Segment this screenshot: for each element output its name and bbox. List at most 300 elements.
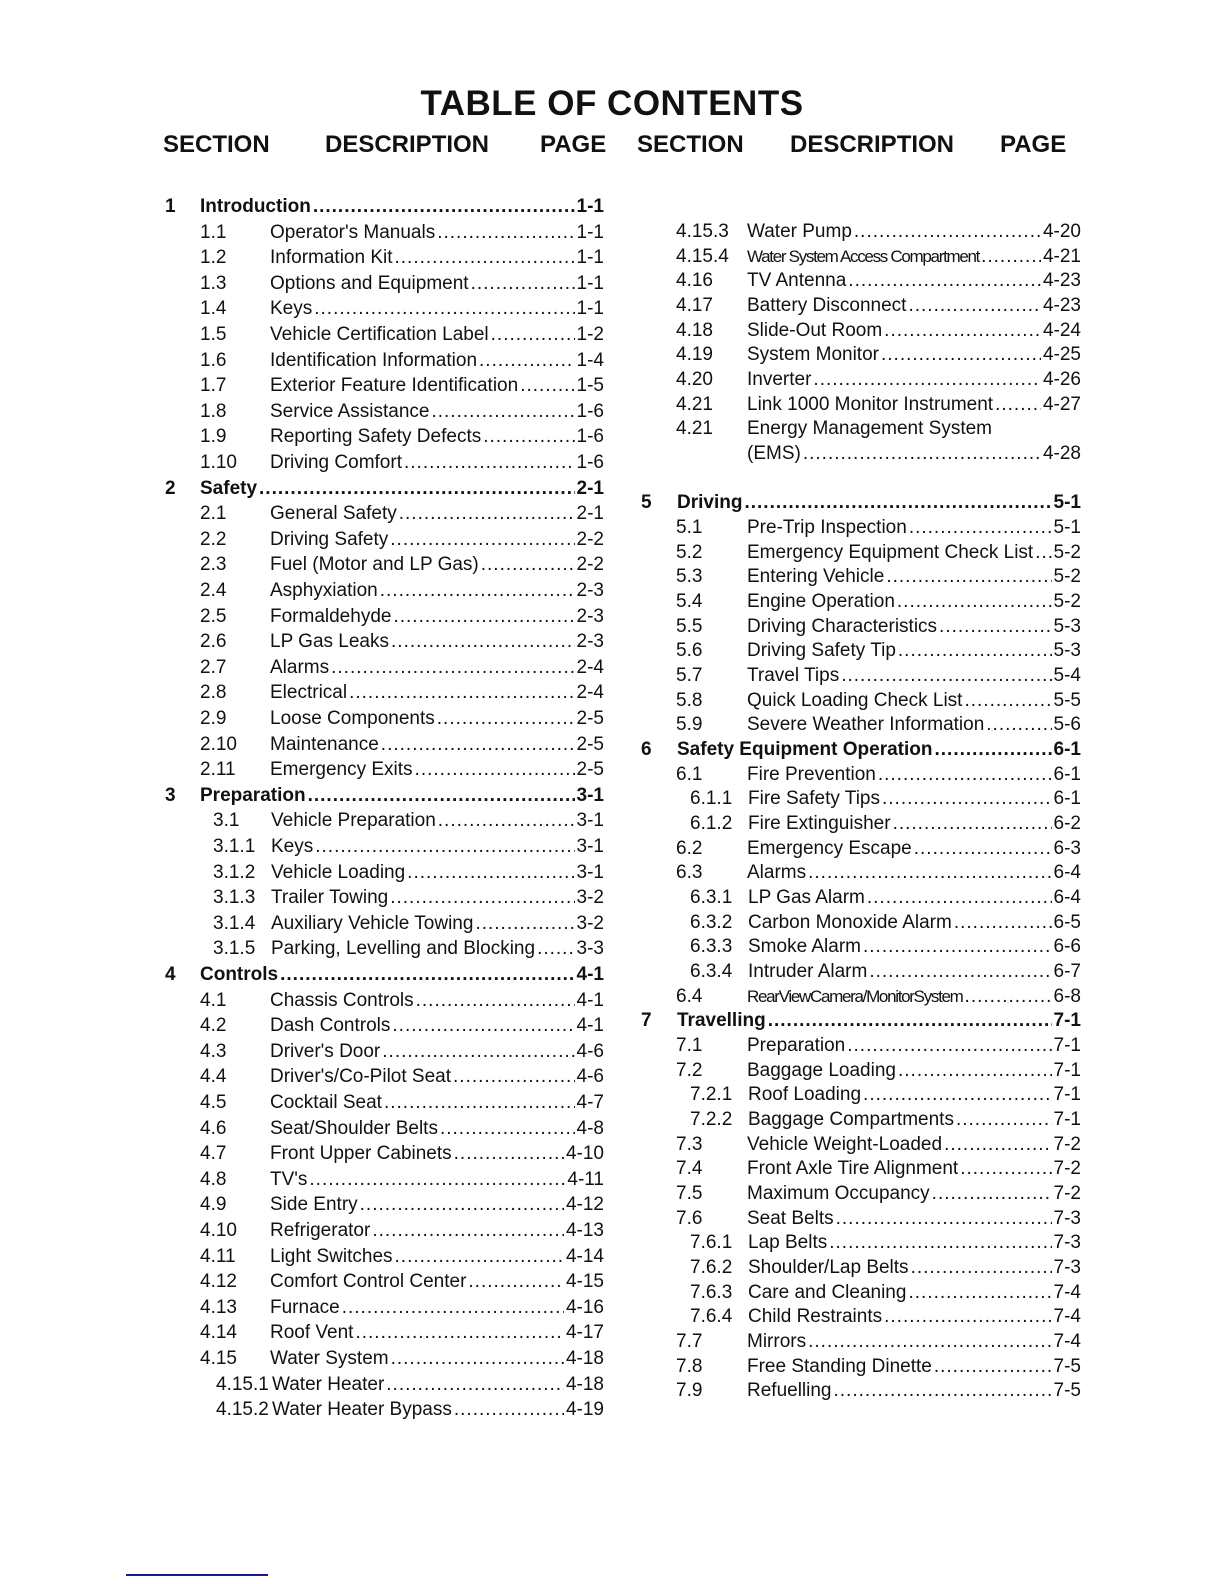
- entry-title: Keys: [271, 836, 314, 857]
- entry-title: Fire Extinguisher: [748, 813, 891, 835]
- page-number: 4-21: [1042, 245, 1081, 267]
- page-number: 6-7: [1053, 961, 1081, 983]
- entry-title: Water Heater Bypass: [272, 1399, 452, 1421]
- section-number: 4.15.1: [216, 1373, 269, 1395]
- toc-entry: [0, 541, 1224, 565]
- entry-title: TV's: [270, 1168, 308, 1190]
- entry-title: Water Pump: [747, 221, 852, 242]
- entry-title: Safety Equipment Operation: [677, 739, 933, 761]
- section-number: 7.2: [676, 1059, 703, 1081]
- page-number: 1-6: [576, 452, 604, 473]
- entry-title: Alarms: [747, 862, 807, 884]
- page-number: 6-1: [1053, 763, 1081, 785]
- entry-title: Driver's/Co-Pilot Seat: [270, 1066, 452, 1088]
- section-number: 7.7: [676, 1331, 703, 1353]
- page-number: 4-17: [565, 1322, 604, 1344]
- section-number: 1.4: [200, 298, 227, 320]
- entry-title: Driver's Door: [270, 1040, 381, 1062]
- page-number: 3-2: [576, 912, 604, 934]
- page-number: 2-5: [576, 708, 604, 729]
- toc-entry: [0, 1355, 1224, 1379]
- dot-leader: [986, 713, 1051, 737]
- page-number: 1-1: [576, 298, 604, 320]
- header-description-right: DESCRIPTION: [790, 131, 955, 158]
- dot-leader: [965, 985, 1052, 1009]
- page-number: 4-19: [565, 1399, 604, 1421]
- page-number: 2-5: [576, 733, 604, 755]
- section-number: 4.19: [676, 344, 713, 366]
- entry-title: Driving Characteristics: [747, 615, 938, 637]
- toc-entry: [0, 1256, 1224, 1280]
- dot-leader: [768, 1009, 1052, 1033]
- section-number: 4.1: [200, 989, 227, 1011]
- page-number: 5-3: [1053, 640, 1081, 662]
- toc-entry: [0, 220, 1224, 244]
- toc-entry: [0, 516, 1224, 540]
- section-number: 7.4: [676, 1158, 703, 1180]
- dot-leader: [909, 516, 1052, 540]
- entry-title: Electrical: [270, 682, 348, 704]
- page-number: 5-1: [1053, 517, 1081, 539]
- page-number: 5-2: [1053, 541, 1081, 563]
- page-number: 7-4: [1053, 1281, 1081, 1303]
- entry-title: Entering Vehicle: [747, 566, 885, 588]
- page-number: 6-5: [1053, 911, 1081, 933]
- entry-title: Auxiliary Vehicle Towing: [271, 912, 474, 934]
- section-number: 6.3.2: [690, 911, 733, 933]
- section-number: 2.9: [200, 708, 227, 729]
- entry-title: Options and Equipment: [270, 272, 469, 294]
- section-number: 3.1.5: [213, 938, 256, 960]
- entry-title: System Monitor: [747, 344, 879, 366]
- section-number: 2.10: [200, 733, 237, 755]
- section-number: 7.2.2: [690, 1109, 733, 1131]
- toc-entry: [0, 565, 1224, 589]
- page-number: 6-1: [1053, 788, 1081, 810]
- page-number: 3-1: [576, 810, 604, 832]
- dot-leader: [954, 911, 1052, 935]
- page-number: 7-3: [1053, 1232, 1081, 1254]
- page-number: 5-6: [1053, 714, 1081, 736]
- section-number: 7.2.1: [690, 1084, 733, 1106]
- entry-title: RearViewCamera/MonitorSystem: [747, 986, 963, 1006]
- entry-title: Driving Safety: [270, 528, 389, 550]
- page-number: 6-8: [1053, 985, 1081, 1007]
- section-number: 4.16: [676, 270, 713, 292]
- page-number: 3-1: [576, 861, 604, 883]
- toc-entry: [0, 1034, 1224, 1058]
- page-number: 4-6: [576, 1066, 604, 1088]
- dot-leader: [847, 1034, 1051, 1058]
- page-number: 3-1: [576, 836, 604, 857]
- toc-entry: [0, 269, 1224, 293]
- entry-title: Refrigerator: [270, 1220, 371, 1241]
- footer-rule: [126, 1574, 268, 1576]
- toc-entry: [0, 393, 1224, 417]
- entry-title: Emergency Equipment Check List: [747, 541, 1034, 563]
- entry-title: Refuelling: [747, 1380, 832, 1402]
- dot-leader: [881, 343, 1041, 367]
- section-number: 1.3: [200, 272, 227, 294]
- page-number: 4-8: [576, 1117, 604, 1139]
- entry-title: Loose Components: [270, 708, 435, 729]
- section-number: 4.2: [200, 1015, 227, 1037]
- section-number: 4.15.2: [216, 1399, 269, 1421]
- section-number: 4.4: [200, 1066, 227, 1088]
- section-number: 6.1.1: [690, 788, 733, 810]
- entry-title: Cocktail Seat: [270, 1092, 382, 1113]
- entry-title: Service Assistance: [270, 400, 430, 422]
- section-number: 1.6: [200, 349, 227, 371]
- entry-title: Water System Access Compartment: [747, 246, 980, 266]
- page-number: 2-1: [576, 477, 604, 499]
- dot-leader: [813, 368, 1041, 392]
- toc-entry: [0, 713, 1224, 737]
- dot-leader: [808, 861, 1051, 885]
- entry-title: Seat/Shoulder Belts: [270, 1117, 438, 1139]
- entry-title: Baggage Loading: [747, 1059, 896, 1081]
- entry-title: Smoke Alarm: [748, 936, 861, 958]
- toc-entry: [0, 787, 1224, 811]
- entry-title: Inverter: [747, 369, 812, 391]
- entry-title: Maximum Occupancy: [747, 1183, 930, 1205]
- dot-leader: [898, 1059, 1052, 1083]
- section-number: 1.9: [200, 426, 227, 448]
- section-number: 6.1.2: [690, 813, 733, 835]
- section-number: 1.8: [200, 400, 227, 422]
- entry-title: Care and Cleaning: [748, 1281, 907, 1303]
- entry-title: Travelling: [677, 1010, 766, 1032]
- dot-leader: [863, 1083, 1051, 1107]
- entry-title: Fire Safety Tips: [748, 788, 880, 810]
- section-number: 4.15.4: [676, 245, 729, 267]
- page-number: 7-3: [1053, 1257, 1081, 1279]
- entry-title: Fuel (Motor and LP Gas): [270, 554, 479, 576]
- entry-title: Preparation: [747, 1035, 846, 1057]
- page-number: 6-1: [1053, 739, 1081, 761]
- section-number: 2.11: [200, 759, 236, 781]
- dot-leader: [882, 787, 1052, 811]
- dot-leader: [744, 491, 1051, 515]
- page-number: 7-2: [1053, 1133, 1081, 1155]
- entry-title: Slide-Out Room: [747, 319, 883, 341]
- dot-leader: [932, 1182, 1052, 1206]
- dot-leader: [313, 195, 575, 219]
- dot-leader: [886, 565, 1051, 589]
- page-number: 6-6: [1053, 936, 1081, 958]
- page-number: 1-5: [576, 375, 604, 397]
- toc-entry: [0, 738, 1224, 762]
- page-number: 2-3: [576, 580, 604, 601]
- page-number: 4-23: [1042, 270, 1081, 292]
- section-number: 5.7: [676, 665, 703, 687]
- page-number: 2-3: [576, 631, 604, 653]
- toc-entry: [0, 1330, 1224, 1354]
- page-number: 5-5: [1053, 689, 1081, 711]
- dot-leader: [934, 1355, 1052, 1379]
- toc-entry: [0, 960, 1224, 984]
- header-page-left: PAGE: [540, 131, 607, 158]
- entry-title: Introduction: [200, 196, 311, 217]
- page-number: 4-27: [1042, 393, 1081, 415]
- page-number: 4-11: [567, 1168, 604, 1190]
- section-number: 7.6.3: [690, 1281, 733, 1303]
- section-number: 4.8: [200, 1168, 227, 1190]
- page-number: 4-20: [1042, 221, 1081, 242]
- section-number: 7.5: [676, 1183, 703, 1205]
- toc-entry: [0, 639, 1224, 663]
- entry-title: Baggage Compartments: [748, 1109, 954, 1131]
- section-number: 3.1: [213, 810, 240, 832]
- section-number: 4.20: [676, 369, 713, 391]
- toc-entry: [0, 442, 1224, 466]
- page-number: 4-1: [576, 989, 604, 1011]
- section-number: 6.3: [676, 862, 703, 884]
- toc-entry: [0, 590, 1224, 614]
- page-number: 4-16: [565, 1296, 604, 1318]
- entry-title: (EMS): [747, 443, 801, 465]
- entry-title: Formaldehyde: [270, 605, 392, 627]
- page-number: 7-1: [1053, 1109, 1081, 1131]
- section-number: 7.6.2: [690, 1257, 733, 1279]
- entry-title: Operator's Manuals: [270, 221, 436, 243]
- section-number: 4.15: [200, 1348, 237, 1369]
- section-number: 4.12: [200, 1271, 237, 1293]
- entry-title: Roof Vent: [270, 1322, 354, 1344]
- section-number: 5.4: [676, 591, 703, 613]
- toc-entry: [0, 1305, 1224, 1329]
- entry-title: Emergency Escape: [747, 837, 912, 859]
- section-number: 5.6: [676, 640, 703, 662]
- entry-title: Driving Safety Tip: [747, 640, 896, 662]
- entry-title: Furnace: [270, 1296, 340, 1318]
- section-number: 7.8: [676, 1355, 703, 1377]
- page-number: 1-4: [576, 349, 604, 371]
- section-number: 3.1.1: [213, 836, 256, 857]
- section-number: 7.6.1: [690, 1232, 733, 1254]
- entry-title: Dash Controls: [270, 1015, 391, 1037]
- section-number: 4.6: [200, 1117, 227, 1139]
- toc-entry: [0, 1207, 1224, 1231]
- toc-entry: [0, 417, 1224, 441]
- section-number: 4.10: [200, 1220, 237, 1241]
- entry-title: Vehicle Loading: [271, 861, 406, 883]
- page-number: 1-1: [576, 272, 604, 294]
- dot-leader: [848, 269, 1041, 293]
- entry-title: Fire Prevention: [747, 763, 876, 785]
- section-number: 3: [165, 784, 176, 806]
- dot-leader: [995, 393, 1041, 417]
- section-number: 7: [641, 1010, 652, 1032]
- entry-title: Seat Belts: [747, 1207, 834, 1229]
- page-number: 2-1: [576, 503, 604, 525]
- section-number: 6.2: [676, 837, 703, 859]
- dot-leader: [956, 1108, 1052, 1132]
- page-number: 4-7: [576, 1092, 604, 1113]
- entry-title: LP Gas Alarm: [748, 887, 865, 909]
- entry-title: Driving: [677, 492, 743, 514]
- entry-title: Pre-Trip Inspection: [747, 517, 907, 539]
- page-number: 2-2: [576, 554, 604, 576]
- toc-entry: [0, 763, 1224, 787]
- page-number: 3-2: [576, 887, 604, 909]
- section-number: 6: [641, 739, 652, 761]
- section-number: 5.3: [676, 566, 703, 588]
- entry-title: Trailer Towing: [271, 887, 389, 909]
- page-number: 4-18: [565, 1373, 604, 1395]
- section-number: 2.3: [200, 554, 227, 576]
- page-number: 2-3: [576, 605, 604, 627]
- page-number: 1-2: [576, 324, 604, 345]
- section-number: 5.8: [676, 689, 703, 711]
- entry-title: Front Upper Cabinets: [270, 1143, 452, 1165]
- page-number: 5-3: [1053, 615, 1081, 637]
- header-section-left: SECTION: [163, 131, 270, 158]
- entry-title: Quick Loading Check List: [747, 689, 963, 711]
- page-number: 5-2: [1053, 591, 1081, 613]
- entry-title: TV Antenna: [747, 270, 847, 292]
- toc-entry: [0, 1009, 1224, 1033]
- section-number: 4.17: [676, 295, 713, 316]
- page-number: 1-1: [576, 221, 604, 243]
- dot-leader: [898, 639, 1052, 663]
- page-number: 7-4: [1053, 1306, 1081, 1328]
- page-number: 6-4: [1053, 862, 1081, 884]
- section-number: 7.9: [676, 1380, 703, 1402]
- section-number: 6.3.1: [690, 887, 733, 909]
- section-number: 4.5: [200, 1092, 227, 1113]
- section-number: 4.13: [200, 1296, 237, 1318]
- entry-title: Free Standing Dinette: [747, 1355, 932, 1377]
- dot-leader: [908, 294, 1041, 318]
- section-number: 2.1: [200, 503, 227, 525]
- section-number: 1.2: [200, 247, 227, 269]
- dot-leader: [1035, 541, 1051, 565]
- section-number: 2.6: [200, 631, 227, 653]
- page-number: 6-4: [1053, 887, 1081, 909]
- dot-leader: [884, 319, 1041, 343]
- toc-entry: [0, 1182, 1224, 1206]
- entry-title: Keys: [270, 298, 313, 320]
- toc-entry: [0, 491, 1224, 515]
- entry-title: Chassis Controls: [270, 989, 414, 1011]
- toc-entry: [0, 1379, 1224, 1403]
- entry-title: Vehicle Weight-Loaded: [747, 1133, 943, 1155]
- dot-leader: [934, 738, 1051, 762]
- section-number: 3.1.2: [213, 861, 256, 883]
- section-number: 4.11: [200, 1245, 236, 1267]
- toc-entry: [0, 837, 1224, 861]
- page-number: 6-3: [1053, 837, 1081, 859]
- dot-leader: [960, 1157, 1051, 1181]
- dot-leader: [878, 763, 1052, 787]
- dot-leader: [854, 220, 1041, 244]
- section-number: 3.1.3: [213, 887, 256, 909]
- page-number: 4-28: [1042, 443, 1081, 465]
- entry-title: Exterior Feature Identification: [270, 375, 519, 397]
- dot-leader: [897, 590, 1052, 614]
- entry-title: Comfort Control Center: [270, 1271, 467, 1293]
- toc-entry: [0, 195, 1224, 219]
- page-number: 4-1: [576, 1015, 604, 1037]
- entry-title: Child Restraints: [748, 1306, 883, 1328]
- section-number: 2.8: [200, 682, 227, 704]
- toc-entry: [0, 368, 1224, 392]
- dot-leader: [841, 664, 1051, 688]
- dot-leader: [911, 1256, 1052, 1280]
- entry-title: Vehicle Preparation: [271, 810, 436, 832]
- section-number: 5: [641, 492, 652, 514]
- page-number: 4-14: [565, 1245, 604, 1267]
- entry-title: Energy Management System: [747, 418, 993, 440]
- toc-entry: [0, 1108, 1224, 1132]
- entry-title: Light Switches: [270, 1245, 393, 1267]
- entry-title: Driving Comfort: [270, 452, 402, 473]
- dot-leader: [836, 1207, 1052, 1231]
- toc-entry: [0, 911, 1224, 935]
- section-number: 4.9: [200, 1194, 227, 1216]
- dot-leader: [829, 1231, 1051, 1255]
- page-number: 4-6: [576, 1040, 604, 1062]
- entry-title: Safety: [200, 477, 258, 499]
- section-number: 2: [165, 477, 176, 499]
- entry-title: Severe Weather Information: [747, 714, 985, 736]
- section-number: 5.1: [676, 517, 703, 539]
- entry-title: General Safety: [270, 503, 397, 525]
- entry-title: Front Axle Tire Alignment: [747, 1158, 959, 1180]
- dot-leader: [944, 1133, 1051, 1157]
- entry-title: Side Entry: [270, 1194, 358, 1216]
- page-title: TABLE OF CONTENTS: [420, 84, 804, 123]
- page-number: 5-2: [1053, 566, 1081, 588]
- entry-title: Identification Information: [270, 349, 478, 371]
- toc-entry: [0, 861, 1224, 885]
- toc-entry: [0, 1133, 1224, 1157]
- page-number: 7-1: [1053, 1010, 1081, 1032]
- toc-entry: [0, 886, 1224, 910]
- section-number: 5.9: [676, 714, 703, 736]
- entry-title: Information Kit: [270, 247, 393, 269]
- entry-title: Shoulder/Lap Belts: [748, 1257, 909, 1279]
- entry-title: Link 1000 Monitor Instrument: [747, 393, 994, 415]
- section-number: 6.3.4: [690, 961, 733, 983]
- section-number: 1.1: [200, 221, 227, 243]
- page-number: 2-2: [576, 528, 604, 550]
- section-number: 7.6.4: [690, 1306, 733, 1328]
- toc-entry: [0, 245, 1224, 269]
- toc-entry: [0, 985, 1224, 1009]
- section-number: 4.14: [200, 1322, 237, 1344]
- section-number: 4.7: [200, 1143, 227, 1165]
- entry-title: Asphyxiation: [270, 580, 378, 601]
- page-number: 4-12: [565, 1194, 604, 1216]
- toc-entry: [0, 343, 1224, 367]
- entry-title: Reporting Safety Defects: [270, 426, 482, 448]
- entry-title: Battery Disconnect: [747, 295, 907, 316]
- page-number: 7-2: [1053, 1183, 1081, 1205]
- entry-title: Controls: [200, 964, 279, 985]
- entry-title: Vehicle Certification Label: [270, 324, 489, 345]
- toc-entry: [0, 935, 1224, 959]
- dot-leader: [964, 689, 1051, 713]
- entry-title: LP Gas Leaks: [270, 631, 390, 653]
- page-number: 4-18: [565, 1348, 604, 1369]
- section-number: 3.1.4: [213, 912, 256, 934]
- section-number: 1.10: [200, 452, 237, 473]
- entry-title: Water Heater: [272, 1373, 385, 1395]
- section-number: 1: [165, 196, 176, 217]
- page-number: 4-10: [565, 1143, 604, 1165]
